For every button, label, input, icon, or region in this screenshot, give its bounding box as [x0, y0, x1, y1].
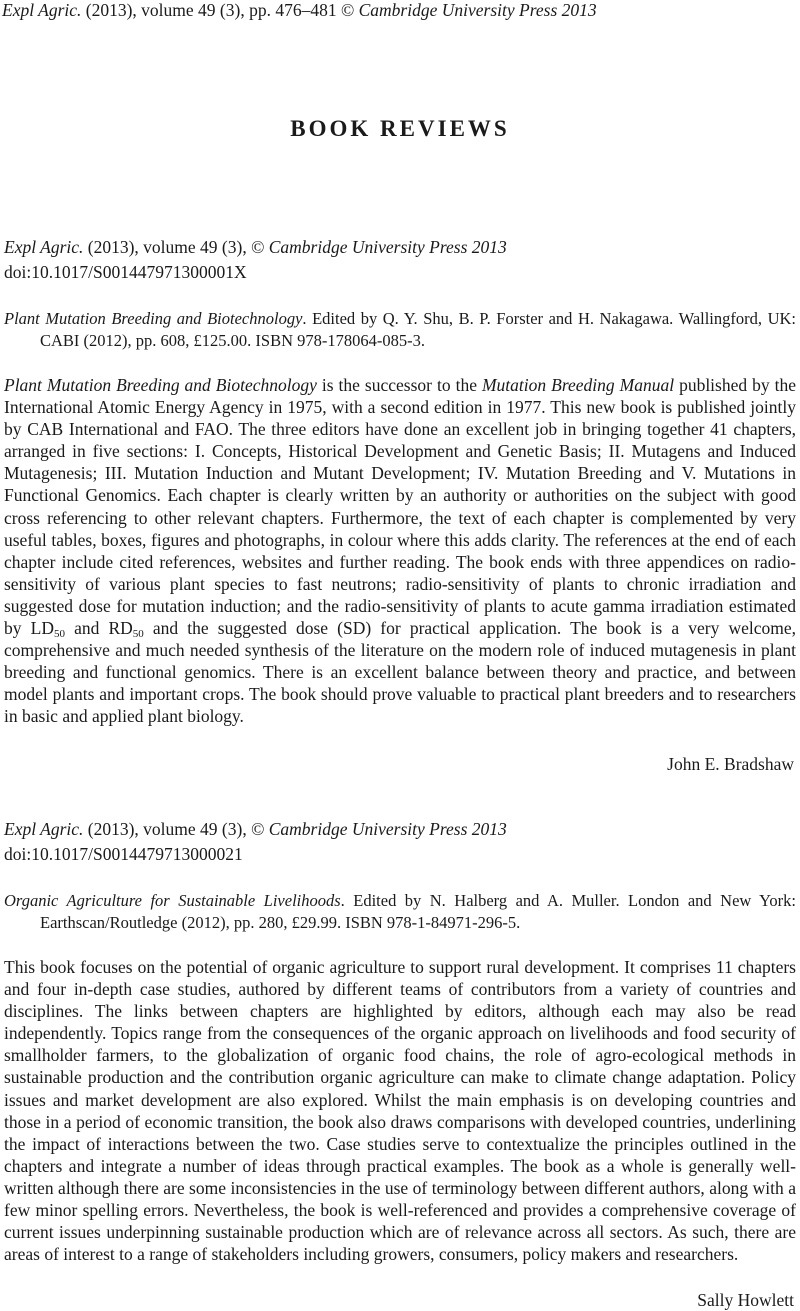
citation-details: . Edited by N. Halberg and A. Muller. London and New York: Earthscan/Routledge (2012), pp. 280, £29.99. ISBN 978-1-84971-296-5. — [40, 891, 796, 932]
body-text-segment: published by the International Atomic Energy Agency in 1975, with a second edition in 1977. This new book is published jointly by CAB International and FAO. The three editors have done an excellent job in bringing together 41 chapters, arranged in five sections: I. Concepts, Historical Development and Genetic Basis; II. Mutagens and Induced Mutagenesis; III. Mutation Induction and Mutant Development; IV. Mutation Breeding and V. Mutations in Functional Genomics. Each chapter is clearly written by an authority or authorities on the subject with good cross referencing to other relevant chapters. Furthermore, the text of each chapter is complemented by very useful tables, boxes, figures and photographs, in colour where this adds clarity. The references at the end of each chapter include cited references, websites and further reading. The book ends with three appendices on radio-sensitivity of various plant species to fast neutrons; radio-sensitivity of plants to chronic irradiation and suggested dose for mutation induction; and the radio-sensitivity of plants to acute gamma irradiation estimated by LD — [4, 375, 796, 639]
review-journal: Expl Agric. — [4, 237, 84, 257]
running-head — [2, 0, 782, 20]
review-details: (2013), volume 49 (3), © — [87, 819, 265, 839]
review-doi: doi:10.1017/S0014479713000021 — [4, 844, 243, 864]
body-manual-title: Mutation Breeding Manual — [481, 375, 675, 395]
running-head-journal: Expl Agric. — [2, 0, 82, 20]
review-details: (2013), volume 49 (3), © — [87, 237, 265, 257]
section-title: BOOK REVIEWS — [290, 116, 510, 141]
ld50-subscript: 50 — [53, 628, 65, 641]
book-review-2 — [4, 818, 796, 1311]
reviewer-name: John E. Bradshaw — [667, 753, 794, 774]
review-citation — [4, 308, 796, 352]
citation-book-title: Organic Agriculture for Sustainable Livelihoods — [4, 891, 341, 910]
review-journal-line — [4, 818, 796, 841]
running-head-publisher: Cambridge University Press 2013 — [358, 0, 597, 20]
review-citation — [4, 890, 796, 934]
review-body — [4, 374, 796, 728]
review-journal: Expl Agric. — [4, 819, 84, 839]
review-publisher: Cambridge University Press 2013 — [268, 237, 507, 257]
review-body: This book focuses on the potential of organic agriculture to support rural development. It comprises 11 chapters and four in-depth case studies, authored by different teams of contributors from a variety of countries and disciplines. The links between chapters are highlighted by editors, although each may also be read independently. Topics range from the consequences of the organic approach on livelihoods and food security of smallholder farmers, to the globalization of organic food chains, the role of agro-ecological methods in sustainable production and the contribution organic agriculture can make to climate change adaptation. Policy issues and market development are also explored. Whilst the main emphasis is on developing countries and those in a period of economic transition, the book also draws comparisons with developed countries, underlining the impact of interactions between the two. Case studies serve to contextualize the principles outlined in the chapters and integrate a number of ideas through practical examples. The book as a whole is generally well-written although there are some inconsistencies in the use of terminology between different authors, along with a few minor spelling errors. Nevertheless, the book is well-referenced and provides a comprehensive coverage of current issues underpinning sustainable production which are of relevance across all sectors. As such, there are areas of interest to a range of stakeholders including growers, consumers, policy makers and researchers. — [4, 957, 796, 1265]
citation-book-title: Plant Mutation Breeding and Biotechnology — [4, 309, 303, 328]
review-doi: doi:10.1017/S001447971300001X — [4, 262, 247, 282]
rd50-subscript: 50 — [132, 628, 144, 641]
review-publisher: Cambridge University Press 2013 — [268, 819, 507, 839]
body-text-segment: is the successor to the — [316, 375, 482, 395]
reviewer-name: Sally Howlett — [697, 1290, 794, 1311]
running-head-details: (2013), volume 49 (3), pp. 476–481 © — [85, 0, 355, 20]
body-book-title: Plant Mutation Breeding and Biotechnology — [4, 375, 317, 395]
citation-details: . Edited by Q. Y. Shu, B. P. Forster and H. Nakagawa. Wallingford, UK: CABI (2012), pp. 608, £125.00. ISBN 978-178064-085-3. — [40, 309, 796, 350]
review-journal-line — [4, 236, 796, 259]
book-review-1 — [4, 236, 796, 775]
body-text-segment: and RD — [64, 618, 133, 639]
body-text-segment: and the suggested dose (SD) for practical application. The book is a very welcome, comprehensive and much needed synthesis of the literature on the modern role of induced mutagenesis in plant breeding and functional genomics. There is an excellent balance between theory and practice, and between model plants and important crops. The book should prove valuable to practical plant breeders and to researchers in basic and applied plant biology. — [4, 618, 797, 727]
